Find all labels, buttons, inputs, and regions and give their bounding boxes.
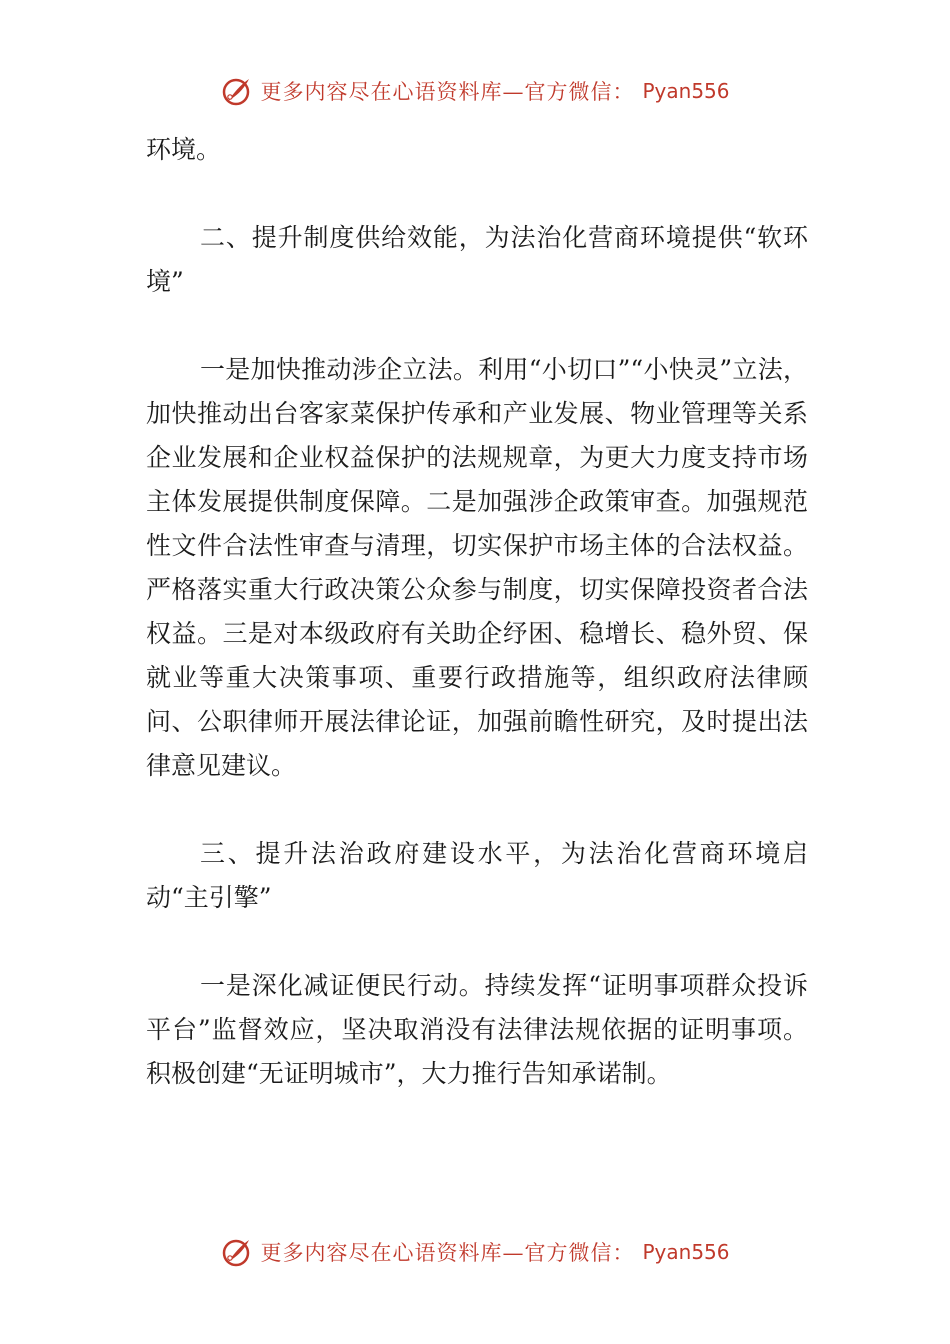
section-3-heading: 三、提升法治政府建设水平，为法治化营商环境启动“主引擎” [146, 839, 808, 912]
watermark-wechat-id: Pyan556 [642, 79, 730, 103]
document-body [146, 128, 808, 1096]
section-2-paragraph: 一是加快推动涉企立法。利用“小切口”“小快灵”立法，加快推动出台客家菜保护传承和产业发展、物业管理等关系企业发展和企业权益保护的法规规章，为更大力度支持市场主体发展提供制度保障。二是加强涉企政策审查。加强规范性文件合法性审查与清理，切实保护市场主体的合法权益。严格落实重大行政决策公众参与制度，切实保障投资者合法权益。三是对本级政府有关助企纾困、稳增长、稳外贸、保就业等重大决策事项、重要行政措施等，组织政府法律顾问、公职律师开展法律论证，加强前瞻性研究，及时提出法律意见建议。 [146, 355, 809, 780]
watermark-text: 更多内容尽在心语资料库—官方微信： [260, 80, 635, 104]
feather-ink-logo-icon [220, 75, 252, 107]
section-3-paragraph: 一是深化减证便民行动。持续发挥“证明事项群众投诉平台”监督效应，坚决取消没有法律法规依据的证明事项。积极创建“无证明城市”，大力推行告知承诺制。 [146, 971, 808, 1088]
watermark-wechat-id: Pyan556 [642, 1240, 730, 1264]
feather-ink-logo-icon [220, 1236, 252, 1268]
header-watermark [0, 75, 950, 107]
watermark-text: 更多内容尽在心语资料库—官方微信： [260, 1241, 635, 1265]
footer-watermark [0, 1236, 950, 1268]
continuation-text: 环境。 [146, 135, 222, 164]
section-2-heading: 二、提升制度供给效能，为法治化营商环境提供“软环境” [146, 223, 808, 296]
